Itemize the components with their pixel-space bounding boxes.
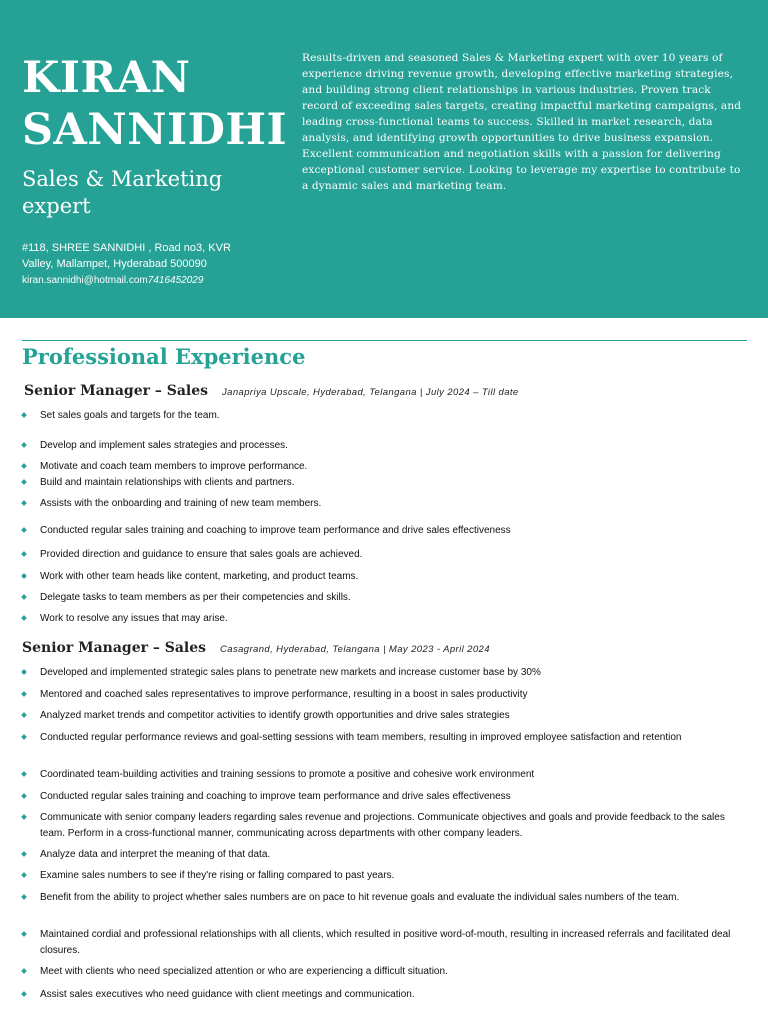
diamond-bullet-icon xyxy=(21,551,27,557)
job-meta: Janapriya Upscale, Hyderabad, Telangana | July 2024 – Till date xyxy=(222,387,519,398)
list-item xyxy=(22,687,737,703)
list-item xyxy=(22,459,737,475)
diamond-bullet-icon xyxy=(21,527,27,533)
header-banner xyxy=(0,0,768,318)
job-title-line1: Sales & Marketing xyxy=(22,167,223,191)
name-first: KIRAN xyxy=(22,53,191,103)
job-title-line2: expert xyxy=(22,194,91,218)
diamond-bullet-icon xyxy=(21,573,27,579)
list-item xyxy=(22,475,737,491)
list-item xyxy=(22,569,737,585)
bullet-text: Assist sales executives who need guidance with client meetings and communication. xyxy=(40,989,415,1000)
bullet-text: Coordinated team-building activities and training sessions to promote a positive and cohesive work environment xyxy=(40,769,535,780)
diamond-bullet-icon xyxy=(21,931,27,937)
list-item xyxy=(22,408,737,424)
job-role: Senior Manager – Sales xyxy=(24,383,209,399)
address-line1: #118, SHREE SANNIDHI , Road no3, KVR xyxy=(22,242,231,254)
bullet-text: Conducted regular performance reviews and goal-setting sessions with team members, resulting in improved employee satisfaction and retention xyxy=(40,732,682,743)
diamond-bullet-icon xyxy=(21,872,27,878)
list-item xyxy=(22,496,737,512)
bullet-text: Work to resolve any issues that may arise. xyxy=(40,613,228,624)
diamond-bullet-icon xyxy=(21,734,27,740)
bullet-text: Communicate with senior company leaders regarding sales revenue and projections. Communicate objectives and goals and provide feedback to the sales team. Perform in a cross-functional manner, communicating across departments with other company leaders. xyxy=(40,812,725,839)
candidate-name xyxy=(22,52,292,156)
diamond-bullet-icon xyxy=(21,500,27,506)
profile-summary: Results-driven and seasoned Sales & Marketing expert with over 10 years of experience driving revenue growth, developing effective marketing strategies, and building strong client relationships in various industries. Proven track record of exceeding sales targets, creating impactful marketing campaigns, and leading cross-functional teams to success. Skilled in market research, data analysis, and identifying growth opportunities to drive business expansion. Excellent communication and negotiation skills with a passion for delivering exceptional customer service. Looking to leverage my expertise to contribute to a dynamic sales and marketing team. xyxy=(302,52,742,192)
list-item xyxy=(22,665,737,681)
job-title xyxy=(22,166,272,220)
bullet-text: Maintained cordial and professional relationships with all clients, which resulted in positive word-of-mouth, resulting in increased referrals and facilitated deal closures. xyxy=(40,929,731,956)
list-item xyxy=(22,523,737,539)
email-link[interactable]: kiran.sannidhi@hotmail.com xyxy=(22,275,148,286)
list-item xyxy=(22,730,737,746)
bullet-text: Benefit from the ability to project whether sales numbers are on pace to hit revenue goals and evaluate the individual sales numbers of the team. xyxy=(40,892,680,903)
bullet-text: Set sales goals and targets for the team. xyxy=(40,410,220,421)
job-role: Senior Manager – Sales xyxy=(22,640,207,656)
diamond-bullet-icon xyxy=(21,793,27,799)
list-item xyxy=(22,708,737,724)
diamond-bullet-icon xyxy=(21,991,27,997)
address-line2: Valley, Mallampet, Hyderabad 500090 xyxy=(22,258,207,270)
bullet-text: Mentored and coached sales representatives to improve performance, resulting in a boost in sales productivity xyxy=(40,689,528,700)
bullet-text: Provided direction and guidance to ensure that sales goals are achieved. xyxy=(40,549,363,560)
bullet-text: Delegate tasks to team members as per their competencies and skills. xyxy=(40,592,351,603)
diamond-bullet-icon xyxy=(21,691,27,697)
diamond-bullet-icon xyxy=(21,615,27,621)
bullet-text: Conducted regular sales training and coaching to improve team performance and drive sales effectiveness xyxy=(40,791,511,802)
bullet-text: Conducted regular sales training and coaching to improve team performance and drive sales effectiveness xyxy=(40,525,511,536)
bullet-text: Analyze data and interpret the meaning of that data. xyxy=(40,849,271,860)
list-item xyxy=(22,547,737,563)
diamond-bullet-icon xyxy=(21,669,27,675)
name-last: SANNIDHI xyxy=(22,105,288,155)
job-heading xyxy=(22,640,490,656)
diamond-bullet-icon xyxy=(21,412,27,418)
address xyxy=(22,240,252,272)
diamond-bullet-icon xyxy=(21,442,27,448)
list-item xyxy=(22,438,737,454)
job-meta: Casagrand, Hyderabad, Telangana | May 2023 - April 2024 xyxy=(220,644,490,655)
list-item xyxy=(22,927,737,959)
list-item xyxy=(22,987,737,1003)
phone-number: 7416452029 xyxy=(147,275,204,286)
diamond-bullet-icon xyxy=(21,594,27,600)
diamond-bullet-icon xyxy=(21,712,27,718)
bullet-text: Work with other team heads like content, marketing, and product teams. xyxy=(40,571,359,582)
list-item xyxy=(22,789,737,805)
bullet-text: Build and maintain relationships with clients and partners. xyxy=(40,477,295,488)
bullet-text: Develop and implement sales strategies and processes. xyxy=(40,440,288,451)
list-item xyxy=(22,890,737,906)
bullet-text: Examine sales numbers to see if they're rising or falling compared to past years. xyxy=(40,870,395,881)
section-title-experience: Professional Experience xyxy=(22,344,306,369)
list-item xyxy=(22,810,737,842)
list-item xyxy=(22,767,737,783)
job-heading xyxy=(24,383,519,399)
bullet-text: Motivate and coach team members to improve performance. xyxy=(40,461,308,472)
bullet-text: Analyzed market trends and competitor activities to identify growth opportunities and drive sales strategies xyxy=(40,710,510,721)
list-item xyxy=(22,847,737,863)
diamond-bullet-icon xyxy=(21,771,27,777)
diamond-bullet-icon xyxy=(21,851,27,857)
diamond-bullet-icon xyxy=(21,463,27,469)
list-item xyxy=(22,590,737,606)
diamond-bullet-icon xyxy=(21,968,27,974)
list-item xyxy=(22,964,737,980)
list-item xyxy=(22,611,737,627)
bullet-text: Developed and implemented strategic sales plans to penetrate new markets and increase customer base by 30% xyxy=(40,667,541,678)
bullet-text: Meet with clients who need specialized attention or who are experiencing a difficult situation. xyxy=(40,966,448,977)
section-divider xyxy=(22,340,747,341)
contact-info xyxy=(22,274,282,288)
diamond-bullet-icon xyxy=(21,814,27,820)
bullet-text: Assists with the onboarding and training of new team members. xyxy=(40,498,322,509)
diamond-bullet-icon xyxy=(21,479,27,485)
diamond-bullet-icon xyxy=(21,894,27,900)
list-item xyxy=(22,868,737,884)
